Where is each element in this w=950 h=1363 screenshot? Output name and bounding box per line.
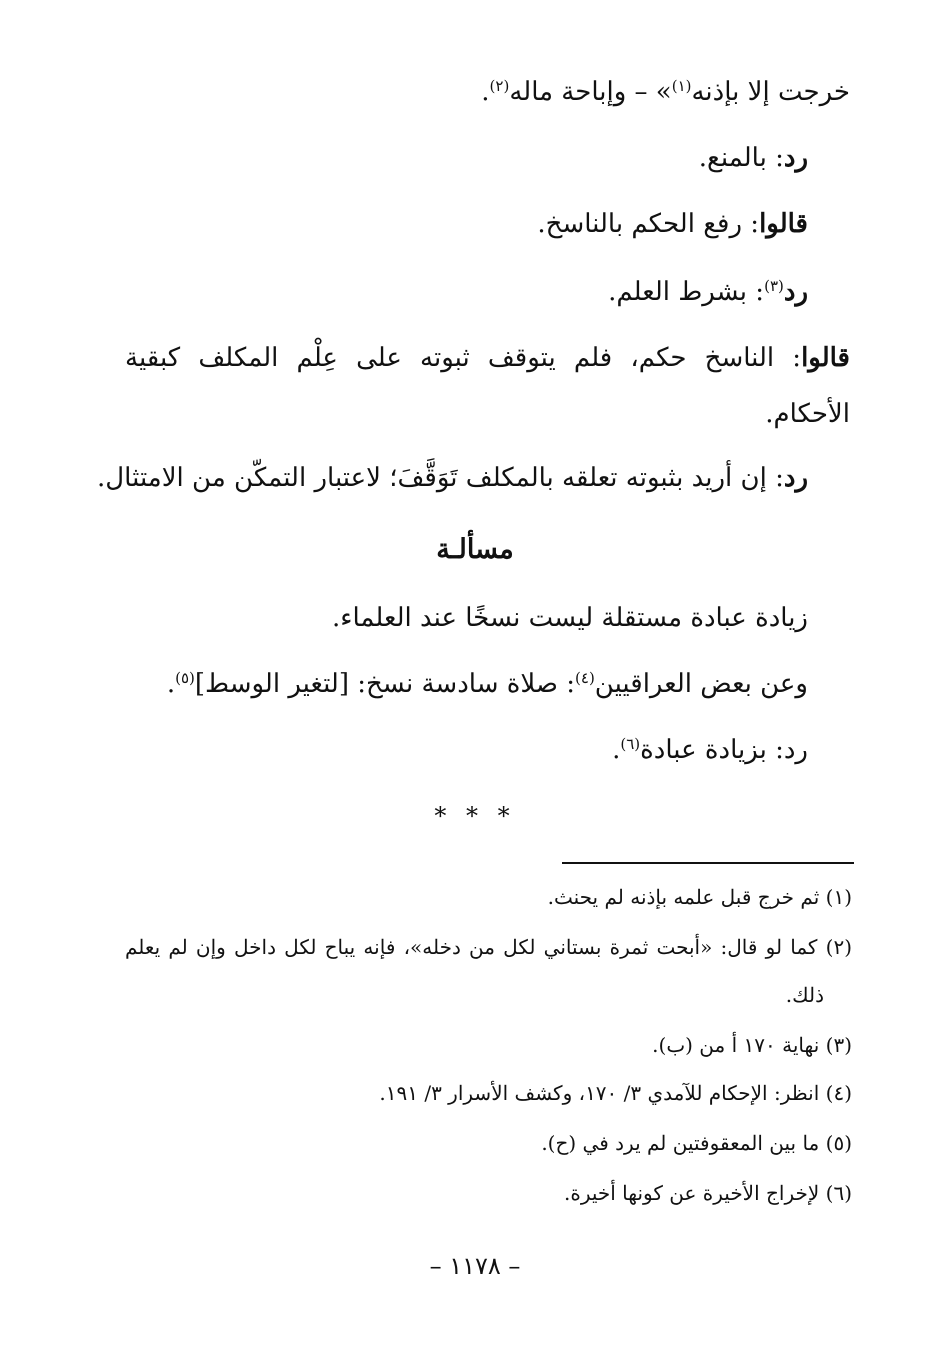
footnote-ref: (٢) xyxy=(489,77,510,95)
text-line-8 xyxy=(332,598,808,638)
reply-label: رد xyxy=(783,277,808,307)
line-text: خرجت إلا بإذنه xyxy=(691,77,850,107)
footnote-ref: (١) xyxy=(671,77,692,95)
line-text: : رفع الحكم بالناسخ. xyxy=(537,209,760,239)
objection-label: قالوا xyxy=(759,209,808,239)
footnote-4: (٤) انظر: الإحكام للآمدي ٣/ ١٧٠، وكشف الأسرار ٣/ ١٩١. xyxy=(379,1081,852,1105)
line-text: : بالمنع. xyxy=(698,143,784,173)
footnote-ref: (٥) xyxy=(175,669,195,687)
line-text: : الناسخ حكم، فلم يتوقف ثبوته على عِلْم المكلف كبقية xyxy=(125,343,802,373)
footnote-2-continued: ذلك. xyxy=(785,983,824,1007)
text-line-10 xyxy=(612,730,808,770)
footnote-5: (٥) ما بين المعقوفتين لم يرد في (ح). xyxy=(541,1131,852,1155)
footnote-ref: (٣) xyxy=(764,277,784,295)
objection-label: قالوا xyxy=(801,343,850,373)
footnote-6: (٦) لإخراج الأخيرة عن كونها أخيرة. xyxy=(563,1181,852,1205)
footnote-2: (٢) كما لو قال: «أبحت ثمرة بستاني لكل من دخله»، فإنه يباح لكل داخل وإن لم يعلم xyxy=(125,935,852,959)
line-text: رد: بزيادة عبادة xyxy=(640,735,808,765)
text-line-4 xyxy=(608,272,808,312)
footnote-3: (٣) نهاية ١٧٠ أ من (ب). xyxy=(652,1033,852,1057)
text-line-7 xyxy=(97,458,808,498)
text-line-9 xyxy=(167,664,808,704)
section-divider-stars: * * * xyxy=(434,802,516,830)
page-number: – ١١٧٨ – xyxy=(429,1252,521,1280)
line-text: : بشرط العلم. xyxy=(608,277,765,307)
text-line-3 xyxy=(537,204,808,244)
line-text: الأحكام. xyxy=(765,399,850,429)
line-text: : إن أريد بثبوته تعلقه بالمكلف تَوَقَّفَ؛ لاعتبار التمكّن من الامتثال. xyxy=(97,463,784,493)
line-text: وعن بعض العراقيين xyxy=(594,669,808,699)
line-text: . xyxy=(612,735,621,765)
footnote-ref: (٤) xyxy=(575,669,595,687)
line-text: : صلاة سادسة نسخ: [لتغير الوسط] xyxy=(194,669,576,699)
reply-label: رد xyxy=(783,463,808,493)
footnote-1: (١) ثم خرج قبل علمه بإذنه لم يحنث. xyxy=(547,885,852,909)
footnote-ref: (٦) xyxy=(620,735,641,753)
text-line-1 xyxy=(481,72,850,112)
line-text: » – وإباحة ماله xyxy=(509,77,672,107)
text-line-2 xyxy=(699,138,808,178)
text-line-6 xyxy=(765,394,850,434)
line-text: . xyxy=(481,77,490,107)
section-heading: مسألـة xyxy=(436,534,514,565)
text-line-5 xyxy=(125,338,850,378)
line-text: . xyxy=(166,669,176,699)
line-text: زيادة عبادة مستقلة ليست نسخًا عند العلماء. xyxy=(331,603,808,633)
footnote-separator xyxy=(562,862,854,864)
reply-label: رد xyxy=(783,143,808,173)
